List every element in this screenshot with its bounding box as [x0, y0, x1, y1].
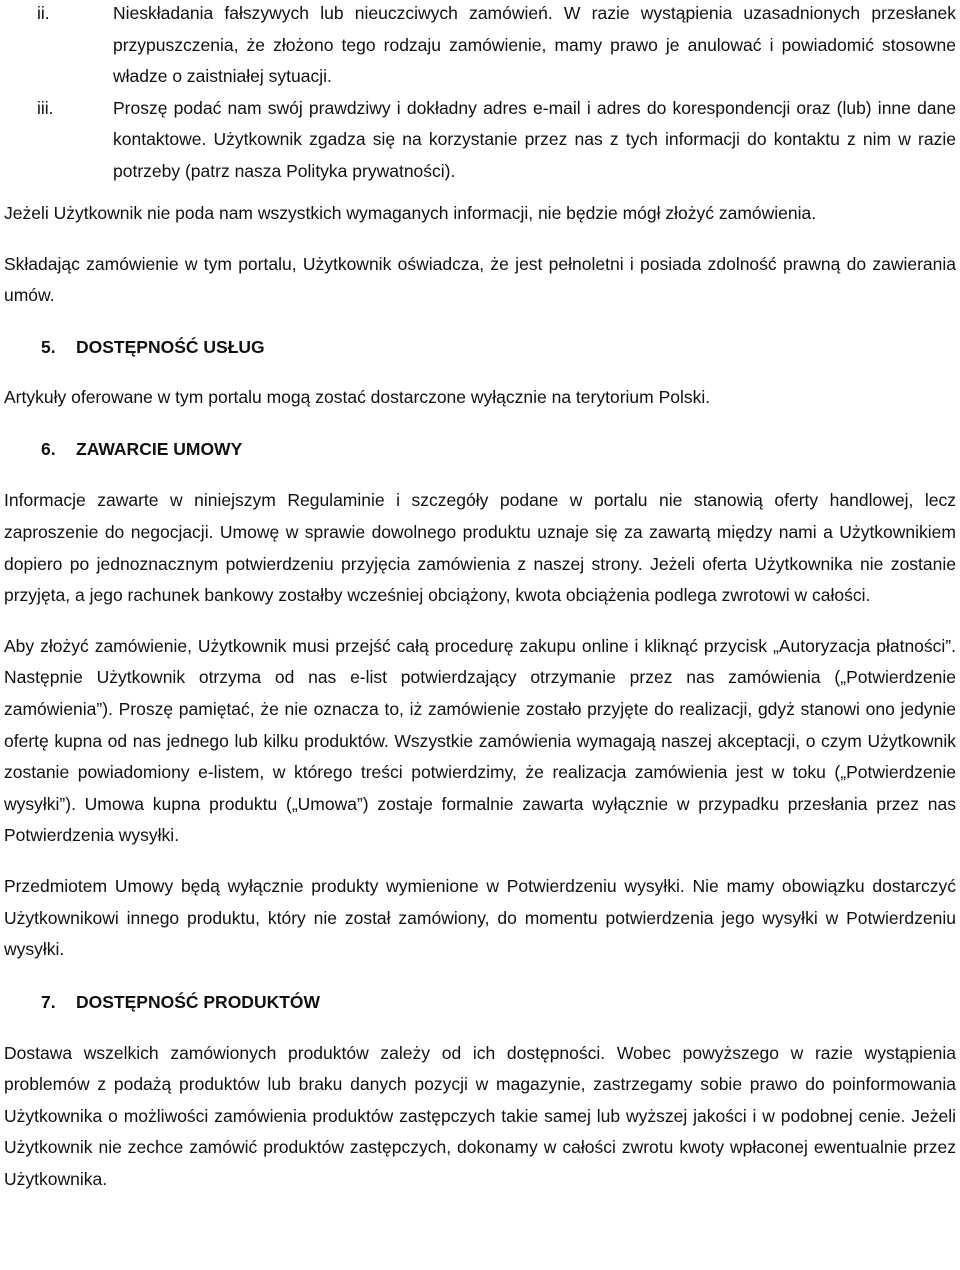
section-heading-5: [4, 332, 956, 362]
section-title: DOSTĘPNOŚĆ PRODUKTÓW: [76, 991, 321, 1012]
paragraph-delivery-territory: Artykuły oferowane w tym portalu mogą zostać dostarczone wyłącznie na terytorium Polski.: [4, 386, 711, 407]
section-number: 6.: [41, 439, 56, 460]
list-item: [4, 0, 956, 93]
section-title: ZAWARCIE UMOWY: [76, 439, 243, 460]
list-item-text: Nieskładania fałszywych lub nieuczciwych zamówień. W razie wystąpienia uzasadnionych przesłanek przypuszczenia, że złożono tego rodzaju zamówienie, mamy prawo je anulować i powiadomić stosowne władze o zaistniałej sytuacji.: [113, 3, 956, 86]
section-heading-6: [4, 434, 956, 464]
paragraph-order-procedure: Aby złożyć zamówienie, Użytkownik musi przejść całą procedurę zakupu online i kliknąć przycisk „Autoryzacja płatności”. Następnie Użytkownik otrzyma od nas e-list potwierdzający otrzymanie przez nas zamówienia („Potwierdzenie zamówienia”). Proszę pamiętać, że nie oznacza to, iż zamówienie zostało przyjęte do realizacji, gdyż stanowi ono jedynie ofertę kupna od nas jednego lub kilku produktów. Wszystkie zamówienia wymagają naszej akceptacji, o czym Użytkownik zostanie powiadomiony e-listem, w którego treści potwierdzimy, że realizacja zamówienia jest w toku („Potwierdzenie wysyłki”). Umowa kupna produktu („Umowa”) zostaje formalnie zawarta wyłącznie w przypadku przesłania przez nas Potwierdzenia wysyłki.: [4, 635, 956, 846]
list-numeral: iii.: [37, 97, 54, 118]
paragraph-contract-subject: Przedmiotem Umowy będą wyłącznie produkty wymienione w Potwierdzeniu wysyłki. Nie mamy obowiązku dostarczyć Użytkownikowi innego produktu, który nie został zamówiony, do momentu potwierdzenia jego wysyłki w Potwierdzeniu wysyłki.: [4, 875, 956, 960]
paragraph-missing-information: Jeżeli Użytkownik nie poda nam wszystkich wymaganych informacji, nie będzie mógł złożyć zamówienia.: [4, 203, 817, 223]
section-heading-7: [4, 987, 956, 1017]
list-item-text: Proszę podać nam swój prawdziwy i dokładny adres e-mail i adres do korespondencji oraz (lub) inne dane kontaktowe. Użytkownik zgadza się na korzystanie przez nas z tych informacji do kontaktu z nim w razie potrzeby (patrz nasza Polityka prywatności).: [113, 97, 956, 181]
paragraph-legal-capacity: Składając zamówienie w tym portalu, Użytkownik oświadcza, że jest pełnoletni i posiada zdolność prawną do zawierania umów.: [4, 253, 956, 306]
obligations-list: [4, 0, 956, 187]
list-numeral: ii.: [37, 3, 50, 23]
section-number: 5.: [41, 336, 56, 357]
paragraph-product-availability: Dostawa wszelkich zamówionych produktów zależy od ich dostępności. Wobec powyższego w razie wystąpienia problemów z podażą produktów lub braku danych pozycji w magazynie, zastrzegamy sobie prawo do poinformowania Użytkownika o możliwości zamówienia produktów zastępczych takie samej lub wyższej jakości i w podobnej cenie. Jeżeli Użytkownik nie zechce zamówić produktów zastępczych, dokonamy w całości zwrotu kwoty wpłaconej ewentualnie przez Użytkownika.: [4, 1042, 956, 1190]
section-title: DOSTĘPNOŚĆ USŁUG: [76, 336, 265, 357]
list-item: [4, 93, 956, 188]
paragraph-offer-information: Informacje zawarte w niniejszym Regulaminie i szczegóły podane w portalu nie stanowią oferty handlowej, lecz zaproszenie do negocjacji. Umowę w sprawie dowolnego produktu uznaje się za zawartą między nami a Użytkownikiem dopiero po jednoznacznym potwierdzeniu przyjęcia zamówienia z naszej strony. Jeżeli oferta Użytkownika nie zostanie przyjęta, a jego rachunek bankowy zostałby wcześniej obciążony, kwota obciążenia podlega zwrotowi w całości.: [4, 490, 956, 606]
section-number: 7.: [41, 991, 56, 1012]
